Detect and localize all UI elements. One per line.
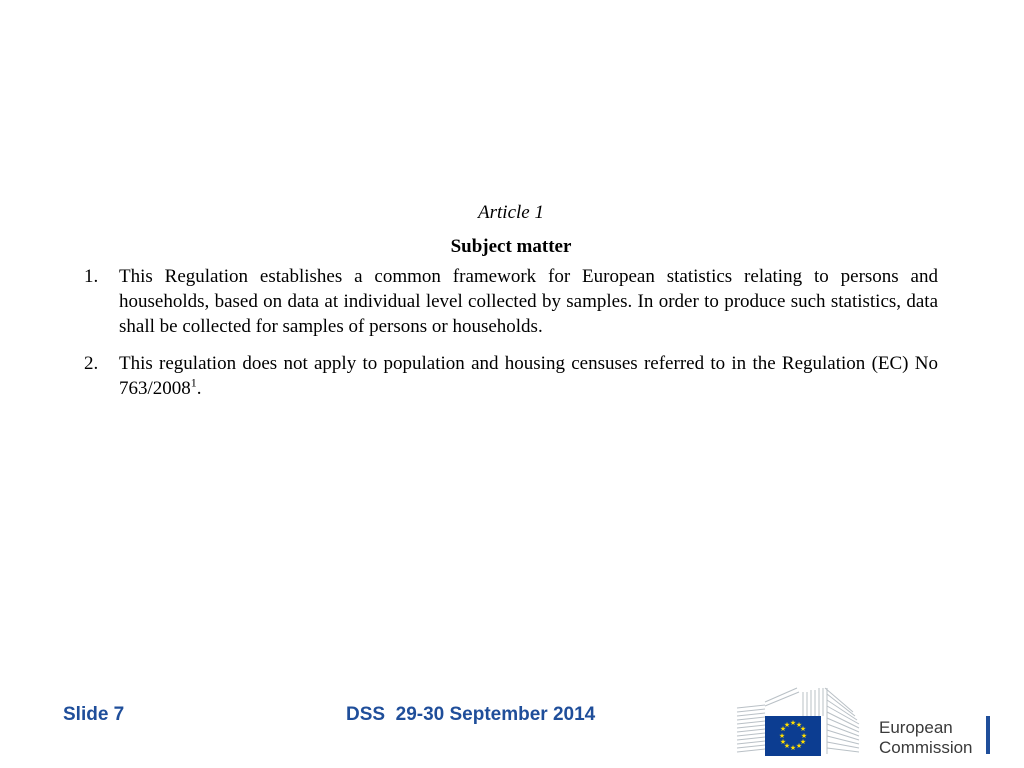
svg-text:★: ★: [799, 725, 807, 733]
svg-text:★: ★: [799, 738, 807, 746]
article-number: Article 1: [478, 202, 544, 223]
logo-line-european: European: [879, 718, 953, 737]
svg-text:★: ★: [779, 738, 787, 746]
logo-line-commission: Commission: [879, 738, 973, 757]
svg-text:★: ★: [779, 725, 787, 733]
svg-text:★: ★: [789, 719, 797, 727]
ec-building-flag-icon: [735, 686, 875, 758]
clause-item: [84, 351, 938, 401]
svg-text:★: ★: [789, 744, 797, 752]
logo-wordmark: [879, 718, 973, 758]
svg-text:★: ★: [795, 742, 803, 750]
svg-text:★: ★: [783, 721, 791, 729]
clause-text: This Regulation establishes a common framework for European statistics relating to persons and households, based on data at individual level collected by samples. In order to produce such statistics, data shall be collected for samples of persons or households.: [119, 266, 938, 337]
clause-number: 2.: [84, 353, 99, 374]
clause-number: 1.: [84, 266, 99, 287]
logo-accent-bar: [986, 716, 990, 754]
svg-text:★: ★: [783, 742, 791, 750]
clause-item: [84, 264, 938, 339]
svg-text:★: ★: [800, 732, 808, 740]
svg-text:★: ★: [795, 721, 803, 729]
article-block: [84, 198, 938, 413]
clause-text: This regulation does not apply to population and housing censuses referred to in the Regulation (EC) No 763/2008: [119, 353, 938, 399]
european-commission-logo: [735, 686, 995, 758]
clause-list: [84, 264, 938, 401]
svg-text:★: ★: [778, 732, 786, 740]
clause-tail: .: [196, 378, 202, 399]
article-title: Subject matter: [450, 236, 572, 257]
event-label: DSS 29-30 September 2014: [346, 704, 596, 725]
footnote-mark[interactable]: 1: [190, 375, 197, 390]
slide-number: Slide 7: [63, 704, 125, 725]
